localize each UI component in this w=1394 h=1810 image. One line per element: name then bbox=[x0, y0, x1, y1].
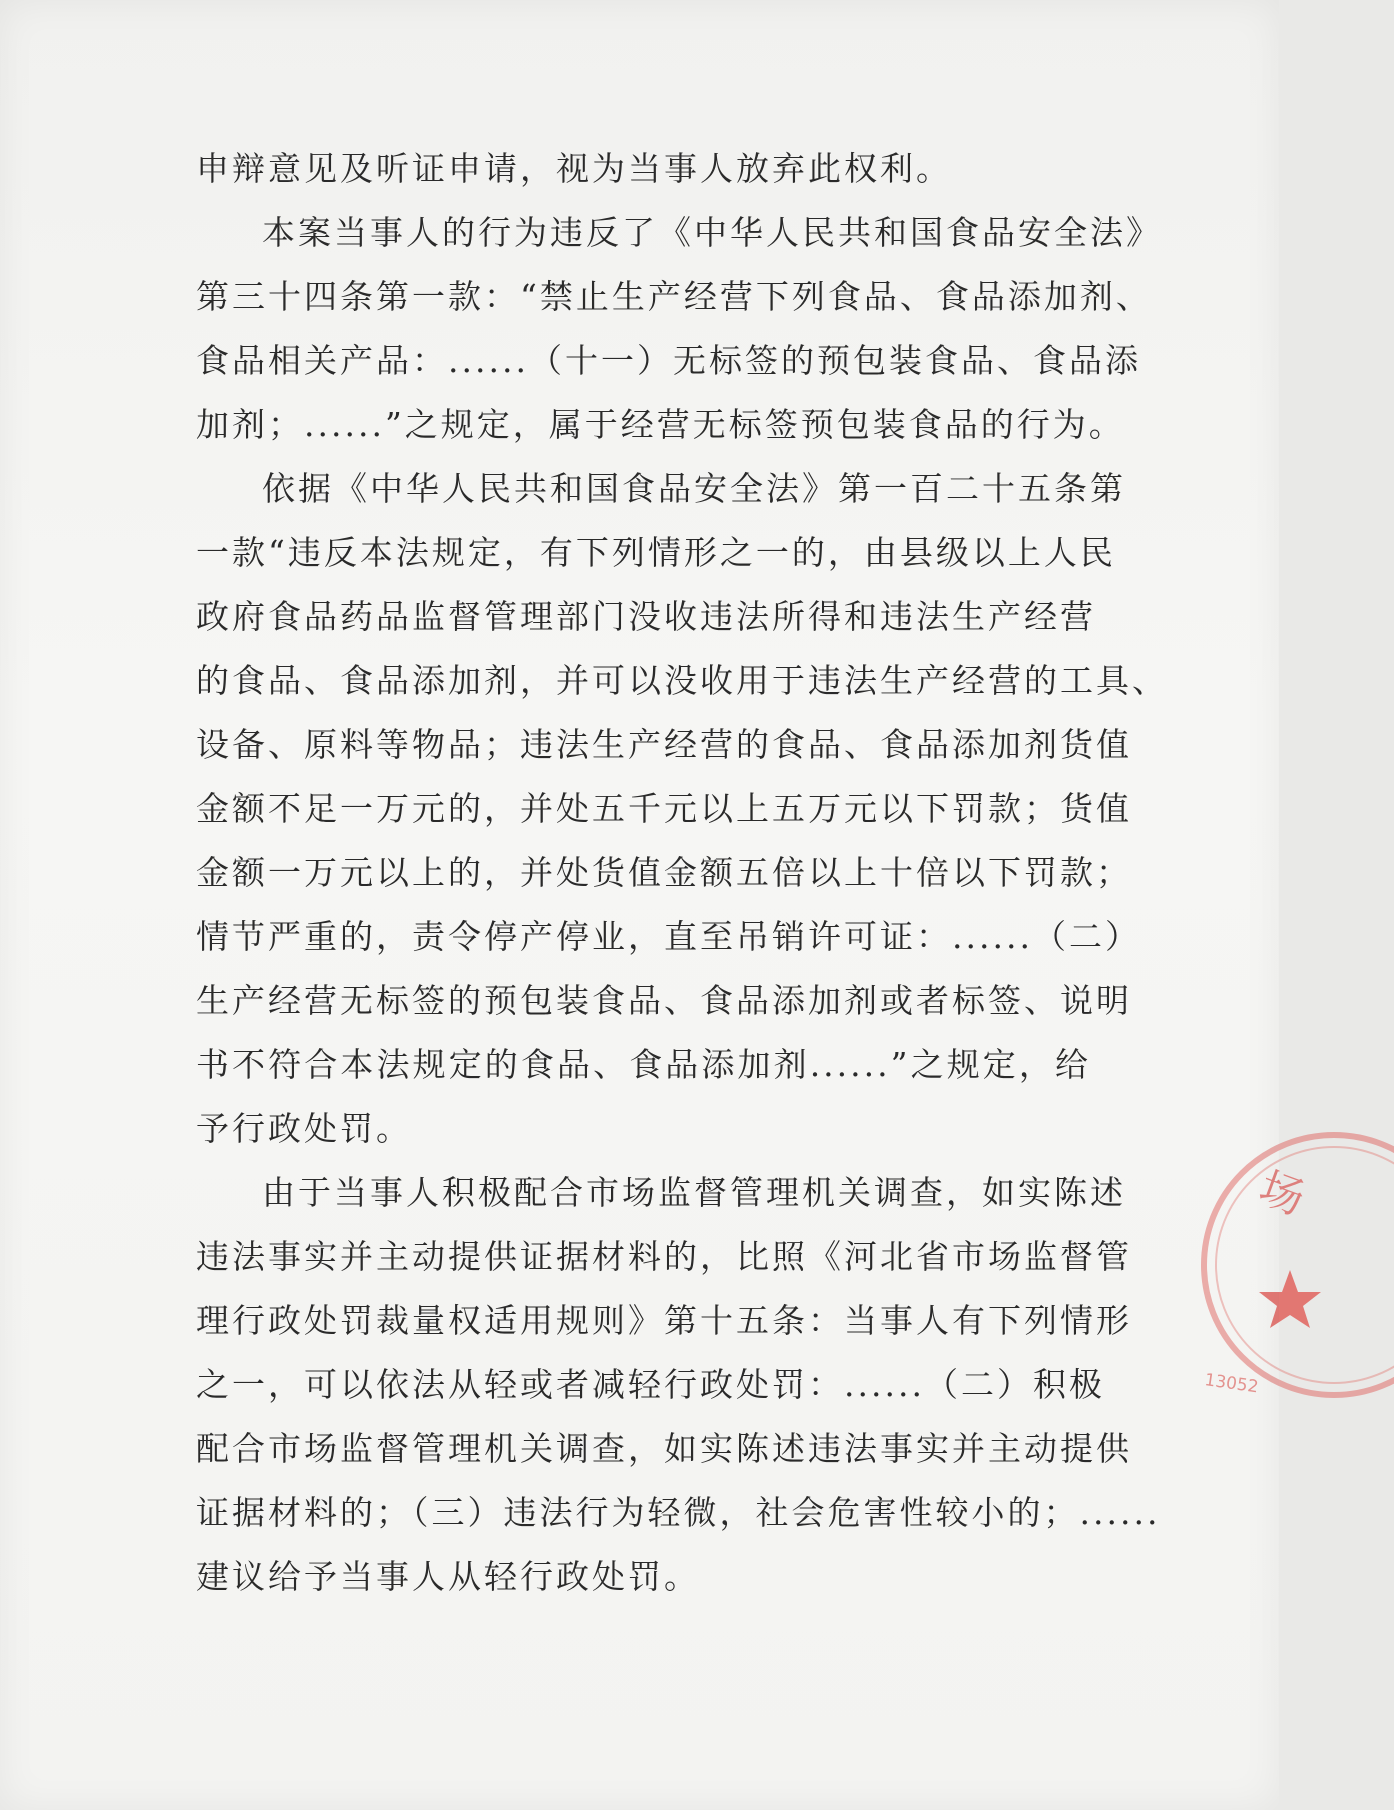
text-line: 的食品、食品添加剂，并可以没收用于违法生产经营的工具、 bbox=[196, 661, 1168, 700]
document-body bbox=[196, 137, 1168, 1609]
text-line: 第三十四条第一款：“禁止生产经营下列食品、食品添加剂、 bbox=[196, 277, 1152, 316]
text-line: 本案当事人的行为违反了《中华人民共和国食品安全法》 bbox=[262, 213, 1162, 252]
text-line: 违法事实并主动提供证据材料的，比照《河北省市场监督管 bbox=[196, 1237, 1132, 1276]
text-line: 书不符合本法规定的食品、食品添加剂......”之规定，给 bbox=[196, 1045, 1091, 1084]
text-line: 加剂；......”之规定，属于经营无标签预包装食品的行为。 bbox=[196, 405, 1125, 444]
text-line: 申辩意见及听证申请，视为当事人放弃此权利。 bbox=[196, 149, 952, 188]
text-line: 之一，可以依法从轻或者减轻行政处罚：......（二）积极 bbox=[196, 1365, 1105, 1404]
text-line: 金额一万元以上的，并处货值金额五倍以上十倍以下罚款； bbox=[196, 853, 1132, 892]
seal-number: 13052 bbox=[1203, 1370, 1260, 1398]
text-line: 予行政处罚。 bbox=[196, 1109, 412, 1148]
text-line: 政府食品药品监督管理部门没收违法所得和违法生产经营 bbox=[196, 597, 1096, 636]
text-line: 金额不足一万元的，并处五千元以上五万元以下罚款；货值 bbox=[196, 789, 1132, 828]
text-line: 建议给予当事人从轻行政处罚。 bbox=[196, 1557, 700, 1596]
text-line: 证据材料的；（三）违法行为轻微，社会危害性较小的；...... bbox=[196, 1493, 1161, 1532]
text-line: 生产经营无标签的预包装食品、食品添加剂或者标签、说明 bbox=[196, 981, 1132, 1020]
text-line: 理行政处罚裁量权适用规则》第十五条：当事人有下列情形 bbox=[196, 1301, 1132, 1340]
seal-char: 场 bbox=[1252, 1162, 1312, 1226]
text-line: 情节严重的，责令停产停业，直至吊销许可证：......（二） bbox=[196, 917, 1141, 956]
text-line: 配合市场监督管理机关调查，如实陈述违法事实并主动提供 bbox=[196, 1429, 1132, 1468]
official-seal-icon bbox=[1194, 1120, 1394, 1410]
text-line: 一款“违反本法规定，有下列情形之一的，由县级以上人民 bbox=[196, 533, 1116, 572]
text-line: 设备、原料等物品；违法生产经营的食品、食品添加剂货值 bbox=[196, 725, 1132, 764]
text-line: 食品相关产品：......（十一）无标签的预包装食品、食品添 bbox=[196, 341, 1141, 380]
text-line: 依据《中华人民共和国食品安全法》第一百二十五条第 bbox=[262, 469, 1126, 508]
text-line: 由于当事人积极配合市场监督管理机关调查，如实陈述 bbox=[262, 1173, 1126, 1212]
